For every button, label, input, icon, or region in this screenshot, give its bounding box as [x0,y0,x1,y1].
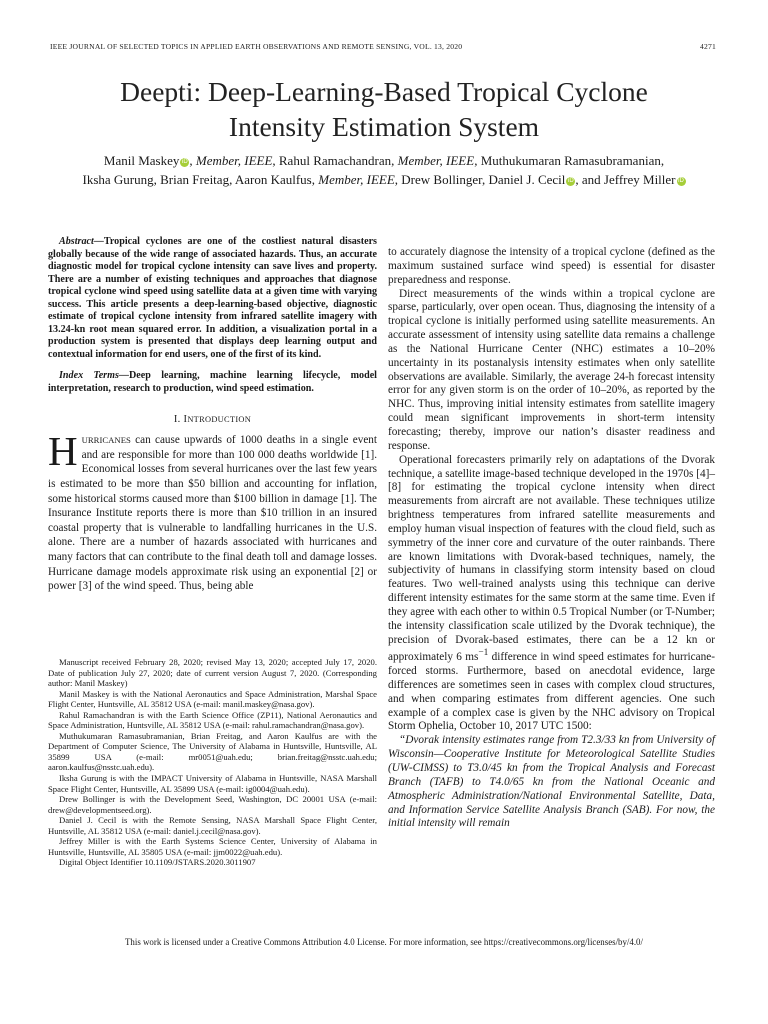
author-1: Manil Maskey [103,153,180,168]
footnote: Iksha Gurung is with the IMPACT University of Alabama in Huntsville, NASA Marshall Space Flight Center, Huntsville, AL 35899 USA (e-mail: ig0004@uah.edu). [48,773,377,794]
intro-paragraph [48,428,377,594]
abstract-text: Tropical cyclones are one of the costliest natural disasters globally because of the wide range of associated hazards. Thus, an accurate diagnostic model for tropical cyclone intensity can save lives and property. There are a number of existing techniques and approaches that diagnose tropical cyclone wind speed using satellite data at a given time with varying success. This article presents a deep-learning-based objective, diagnostic estimate of tropical cyclone intensity from infrared satellite imagery with 13.24-kn root mean squared error. In addition, a visualization portal in a production system is presented that displays deep learning output and contextual information for end users, one of the first of its kind. [48,236,377,360]
section-title-rest: NTRODUCTION [187,415,252,424]
unit-superscript: −1 [478,648,489,659]
author-4: Iksha Gurung, Brian Freitag, Aaron Kaulfus, [82,171,315,187]
footnote: Muthukumaran Ramasubramanian, Brian Freitag, and Aaron Kaulfus are with the Department of Computer Science, The University of Alabama in Huntsville, Huntsville, AL 35899 USA (e-mail: mr0051@uah.edu; brian.freitag@nsstc.uah.edu; aaron.kaulfus@nsstc.uah.edu). [48,730,377,773]
paragraph-direct-measurements: Direct measurements of the winds within a tropical cyclone are sparse, particularly, over open ocean. Thus, diagnosing the intensity of a tropical cyclone is initially performed using satellite measurements. An accurate assessment of intensity using satellite data remains a challenge as the National Hurricane Center (NHC) estimates a 10–20% uncertainty in its postanalysis intensity estimates when only satellite observations are available. Similarly, the average 24-h forecast intensity error for any given storm is on the order of 10–20%, as reported by the NHC. Thus, improving initial intensity estimates from satellite imagery could mean significant improvements in short-term intensity forecasting; thereby, improve our nation’s disaster readiness and response. [388,287,715,452]
orcid-icon[interactable]: iD [182,159,188,165]
orcid-icon[interactable]: iD [678,177,684,184]
index-terms [48,370,377,395]
paragraph-dvorak [388,454,715,735]
paragraph-continued: to accurately diagnose the intensity of a tropical cyclone (defined as the maximum sustained surface wind speed) is essential for disaster preparedness and response. [388,246,715,286]
footnote: Jeffrey Miller is with the Earth Systems Science Center, University of Alabama in Huntsville, Huntsville, AL 35805 USA (e-mail: jjm0022@uah.edu). [48,836,377,857]
footnote: Drew Bollinger is with the Development Seed, Washington, DC 20001 USA (e-mail: drew@developmentseed.org). [48,794,377,815]
section-title-first: I [183,414,188,425]
footnote-doi: Digital Object Identifier 10.1109/JSTARS.2020.3011907 [59,857,256,868]
paper-title [0,74,768,144]
author-3: Muthukumaran Ramasubramanian, [480,153,665,168]
footnote: Daniel J. Cecil is with the Remote Sensing, NASA Marshall Space Flight Center, Huntsville, AL 35812 USA (e-mail: daniel.j.cecil@nasa.gov). [48,815,377,836]
index-terms-text: Deep learning, machine learning lifecycle, model interpretation, research to production, wind speed estimation. [48,370,377,394]
footnote: Manuscript received February 28, 2020; revised May 13, 2020; accepted July 17, 2020. Date of publication July 27, 2020; date of current version August 7, 2020. (Corresponding author: Manil Maskey) [48,657,377,689]
index-terms-label: Index Terms— [59,370,129,381]
advisory-quote [388,734,715,831]
author-list: Manil Maskey iD , Member, IEEE, Rahul Ramachandran, Member, IEEE, Muthukumaran Ramasubramanian, Iksha Gurung, Brian Freitag, Aaron Kaulfus, Member, IEEE, Drew Bollinger, Daniel J. Cecil iD , and Jeffrey Miller iD [82,153,684,187]
author-5: Drew Bollinger, Daniel J. Cecil [401,171,566,187]
author-4-role: Member, IEEE [318,171,395,187]
footnote: Rahul Ramachandran is with the Earth Science Office (ZP11), National Aeronautics and Space Administration, Huntsville, AL 35812 USA (e-mail: rahul.ramachandran@nasa.gov). [48,709,377,731]
dvorak-text-b: difference in wind speed estimates for hurricane-forced storms. Furthermore, based on anecdotal evidence, large differences are sometimes seen in cases with complex cloud structures, and when comparing estimates from different agencies. One such example of a complex case is given by the NHC advisory on Tropical Storm Ophelia, October 10, 2017 UTC 1500: [388,651,716,733]
author-1-role: Member, IEEE [195,153,273,168]
license-notice: This work is licensed under a Creative Commons Attribution 4.0 License. For more information, see https://creativecommons.org/licenses/by/4.0/ [125,937,643,947]
abstract [48,236,377,361]
intro-text: can cause upwards of 1000 deaths in a single event and are responsible for more than 100 000 deaths worldwide [1]. Economical losses from several hurricanes over the last few years is estimated to be more than $50 billion and accounting for inflation, some historical storms caused more than $100 billion in damage [1]. The Insurance Institute reports there is more than $10 trillion in an insured coastal property that is vulnerable to landfalling hurricanes in the U.S. alone. There are a number of hazards associated with hurricanes and many factors that can contribute to the final death toll and damage losses. Hurricane damage models approximate risk using an exponential [2] or power [3] of the wind speed. Thus, being able [48,434,377,593]
left-column [48,236,377,594]
intro-smallcaps: URRICANES [81,435,131,446]
orcid-icon[interactable]: iD [568,177,574,184]
title-line-2: Intensity Estimation System [228,111,540,142]
dvorak-text-a: Operational forecasters primarily rely on adaptations of the Dvorak technique, a satellite image-based technique developed in the 1970s [4]–[8] for estimating the tropical cyclone intensity when direct measurements from aircraft are not available. These techniques utilize brightness temperatures from infrared satellite measurements and employ human visual inspection of features with the cloud field, such as symmetry of the inner core and curvature of the outer rainbands. There are known limitations with Dvorak-based techniques, namely, the subjectivity of humans in classifying storm intensity based on cloud features. Two well-trained analysts using this technique can derive different intensity estimates for the same storm at the same time. Even if they agree with each other to within 0.5 Tropical Number (or T-Number; the intensity classification scale utilized by the Dvorak technique), the precision of Dvorak-based estimates, there can be a 12 kn or approximately 6 ms [388,453,715,664]
quote-text: “Dvorak intensity estimates range from T2.3/33 kn from University of Wisconsin—Cooperative Institute for Meteorological Satellite Studies (UW-CIMSS) to T3.0/45 kn from the Tropical Analysis and Forecast Branch (TAFB) to T4.0/65 kn from the National Oceanic and Atmospheric Administration/National Environmental Satellite, Data, and Information Service Satellite Analysis Branch (SAB). For now, the initial intensity will remain [388,734,715,830]
footnotes [48,657,377,868]
title-line-1: Deepti: Deep-Learning-Based Tropical Cyclone [120,76,648,107]
page-number: 4271 [700,42,716,51]
author-6: and Jeffrey Miller [581,171,676,187]
right-column [388,246,715,831]
author-2-role: Member, IEEE [397,153,475,168]
footnote: Manil Maskey is with the National Aeronautics and Space Administration, Marshal Space Flight Center, Huntsville, AL 35812 USA (e-mail: manil.maskey@nasa.gov). [48,688,377,710]
section-numeral: I. [173,414,181,425]
section-heading [48,413,377,426]
author-2: Rahul Ramachandran, [278,153,395,168]
drop-cap: H [48,428,78,475]
journal-name: IEEE JOURNAL OF SELECTED TOPICS IN APPLIED EARTH OBSERVATIONS AND REMOTE SENSING, VOL. 13, 2020 [50,42,463,51]
running-header [50,42,716,51]
abstract-label: Abstract— [59,236,104,247]
